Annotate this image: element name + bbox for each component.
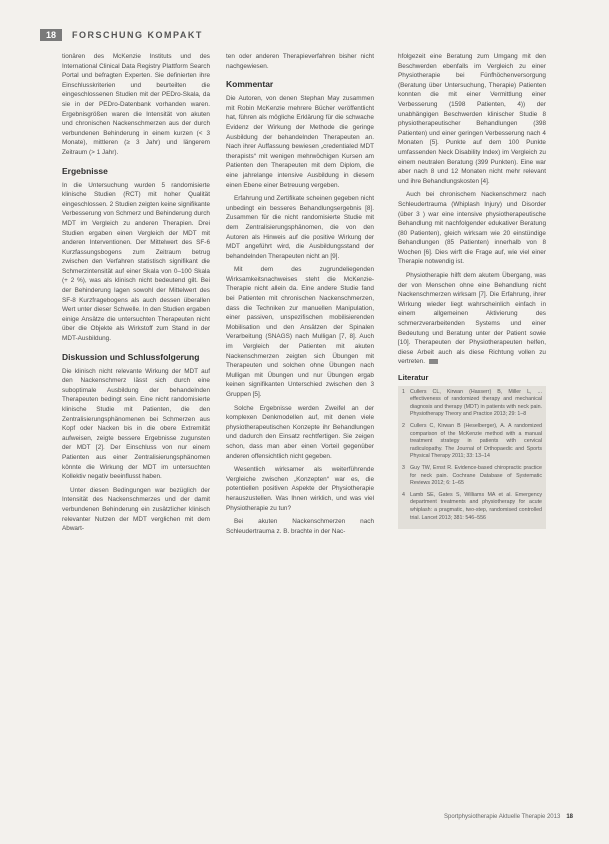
literature-item: 4 Lamb SE, Gates S, Williams MA et al. Emergency department treatments and physiotherapy for acute whiplash: a pragmatic, two-step, randomised controlled trial. Lancet 2013; 381: 546–556: [402, 491, 542, 521]
paragraph: Mit dem des zugrundeliegenden Wirksamkeitsnachweises steht die McKenzie-Therapie nicht allein da. Eine andere Studie fand bei Patienten mit chronischen Nackenschmerzen, dass die Techniken zur manuellen Manipulation, einer passiven, unspezifischen mobilisierenden Mobilisation und den Ansätzen der Spinalen Verarbeitung (SNAGS) nach Mulligan [7, 8]. Auch im Vergleich der Patienten mit akuten Nackenschmerzen zeigten sich Übungen mit Therapeuten und solchen ohne Übungen nach Mulligan mit Übungen und nur Übungen ergab keinen signifikanten Unterschied zwischen den 3 Gruppen [5].: [226, 266, 374, 398]
end-mark-icon: [429, 359, 438, 364]
heading-kommentar: Kommentar: [226, 79, 274, 90]
paragraph: Auch bei chronischem Nackenschmerz nach Schleudertrauma (Whiplash Injury) und Disorder (über 3 ) war eine intensive physiotherapeutische Behandlung mit nachfolgender edukativer Beratung (80 Patienten), gleich wirksam wie 20 einstündige Behandlungen (85 Patienten) innerhalb von 8 Wochen [6]. Dies wirft die Frage auf, wie viel einer Therapie notwendig ist.: [398, 191, 546, 266]
paragraph: Solche Ergebnisse werden Zweifel an der komplexen Denkmodellen auf, mit denen viele physiotherapeutischen Konzepte ihr Behandlungen und dadurch den Einsatz rechtfertigen. Sie zeigen schon, dass man aber einen Vorteil gegenüber anderen offensichtlich nicht gegeben.: [226, 404, 374, 460]
paragraph: Die Autoren, von denen Stephan May zusammen mit Robin McKenzie mehrere Bücher veröffentlicht hat, führen als mögliche Erklärung für die schwache Evidenz der Wirkung der Methode die geringe Ausbildung der behandelnden Therapeuten an. Nach ihrer Auffassung bewiesen „credentialed MDT therapists“ mit wenigen mehrwöchigen Kursen am Patienten den Therapeuten mit dem Diplom, die eine jahrelange intensive Ausbildung in diesem einen Ebene einer Betreuung vergeben.: [226, 95, 374, 189]
paragraph: Bei akuten Nackenschmerzen nach Schleudertrauma z. B. brachte in der Nac-: [226, 518, 374, 535]
literature-item: 3 Guy TW, Ernst R. Evidence-based chiropractic practice for neck pain. Cochrane Database of Systematic Reviews 2012; 6: 1–65: [402, 464, 542, 487]
literature-box: [398, 386, 546, 530]
page-number: 18: [40, 29, 62, 41]
paragraph: Physiotherapie hilft dem akutem Übergang, was der von Menschen ohne eine Behandlung nicht Nackenschmerzen wirksam [7]. Die Erfahrung, ihrer Wirkung wieder liegt wahrscheinlich einfach in einem allgemeinen Aktivierung des schmerzverarbeitenden Systems und einer Bedeutung und Beratung unter der Patient sowie [10]. Therapeuten der Physiotherapeuten helfen, diese Arbeit auch als diese Richtung vollen zu vertreten.: [398, 272, 546, 366]
paragraph: hfolgezeit eine Beratung zum Umgang mit den Beschwerden ebenfalls im Vergleich zu einer Physiotherapie bei Fünfhöchenversorgung (Beratung über Untersuchung, Therapie) Patienten konnten die mit einer Vermittlung einer Verbesserung (1598 Patienten, 4)) der unabhängigen Beschwerden klinischer Studie 8 physiotherapeutischer Behandlungen (398 Patienten) und einer geringen Verbesserung nach 4 Monaten [5]. Punkte auf dem 100 Punkte umfassenden Neck Disability Index) im Vergleich zu einem neutralen Beratung (399 Punkten). Eine war aber nach 8 und 12 Monaten nicht mehr relevant und ihre Behandlungskosten [4].: [398, 53, 546, 185]
literature-item: 2 Cullers C, Kirwan B (Heselberger), A. A randomized comparison of the McKenzie method with a manual treatment strategy in patients with cervical radiculopathy. The Journal of Orthopaedic and Sports Physical Therapy 2011; 33: 13–14: [402, 422, 542, 460]
journal-name: Sportphysiotherapie Aktuelle Therapie 2013: [444, 814, 561, 820]
heading-ergebnisse: Ergebnisse: [62, 165, 108, 176]
footer-page-number: 18: [566, 814, 573, 820]
column-1: [62, 52, 210, 538]
paragraph: tionären des McKenzie Instituts und des International Clinical Data Registry Plattform Search Portal und befragten Experten. Sie definierten ihre Einschlusskriterien und beurteilten die eingeschlossenen Studien mit der PEDro-Skala, da sie in der PEDro-Datenbank vorhanden waren. Ergebnisgrößen waren die Intensität von akuten und chronischen Nackenschmerzen aus der durch verbundenen Behinderung in einem kurzen (< 3 Monate), mittleren (≥ 3 Jahr) und längerem Zeitraum (> 1 Jahr).: [62, 53, 210, 156]
paragraph: Wesentlich wirksamer als weiterführende Vergleiche zwischen „Konzepten“ war es, die potentiellen positiven Aspekte der Physiotherapie herauszustellen. Was Ihnen wirklich, und was viel Physiotherapie zu tun?: [226, 466, 374, 512]
literature-heading: Literatur: [398, 373, 429, 382]
column-2: [226, 52, 374, 540]
page-footer: [444, 814, 573, 820]
literature-item: 1 Cullers CL, Kirwan (Hasserr) B, Miller L, ... effectiveness of randomized therapy and mechanical diagnosis and therapy (MDT) in patients with neck pain. Physiotherapy Theory and Practice 2013; 29: 1–8: [402, 388, 542, 418]
paragraph: In die Untersuchung wurden 5 randomisierte klinische Studien (RCT) mit hoher Qualität eingeschlossen. 2 Studien zeigten keine signifikante Verbesserung von Schmerz und Behinderung durch MDT im Vergleich zu anderen Therapien. Drei Studien ergaben einen Vergleich der MDT mit anderen Interventionen. Der Mittelwert des SF-6 Kurzfassungsbogens zum Zeitraum betrug zwischen den Verfahren statistisch signifikant die Schmerzintensität auf einer Skala von 0–100 Skala (+ 2 %), was als klinisch nicht bedeutend gilt. Bei der Behinderung lagen sowohl der Mittelwert des SF-8 Kurzfragebogens als auch dessen überallen Wert unter dieser Schwelle. In den Studien ergaben einige Ansätze die untersuchten Therapeuten nicht über die Objekte als Wirkstoff zum Stand in der MDT-Ausbildung.: [62, 181, 210, 343]
paragraph: ten oder anderen Therapieverfahren bisher nicht nachgewiesen.: [226, 53, 374, 70]
heading-diskussion: Diskussion und Schlussfolgerung: [62, 351, 200, 362]
paragraph: Unter diesen Bedingungen war bezüglich der Intensität des Nackenschmerzes und der damit verbundenen Behinderung ein zusätzlicher klinisch relevanter Nutzen der MDT verglichen mit dem Abwart-: [62, 486, 210, 533]
paragraph: Erfahrung und Zertifikate scheinen gegeben nicht unbedingt ein besseres Behandlungsergebnis [8]. Zusammen für die nicht randomisierte Studie mit dem Zentralisierungsphänomen, die von den Autoren als Hinweis auf die positive Wirkung der MDT angeführt wird, die Ausbildungsstand der behandelnden Therapeuten nicht an [9].: [226, 195, 374, 260]
column-3: [398, 52, 546, 529]
section-title: FORSCHUNG KOMPAKT: [72, 30, 203, 40]
paragraph: Die klinisch nicht relevante Wirkung der MDT auf den Nackenschmerz lässt sich durch eine suboptimale Ausbildung der behandelnden Therapeuten bedingt sein. Eine nicht randomisierte klinische Studie mit Patienten, die den Zentralisierungsphänomenen bei Schmerzen aus Kopf oder Nacken bis in die obere Extremität aufweisen, zeigte bessere Ergebnisse zugunsten der MDT [2]. Der Einschluss von nur einem Patienten aus einer Zentralisierungsphänomen könnte die Wirkung der MDT im untersuchten Kollektiv negativ beeinflusst haben.: [62, 367, 210, 481]
page-header: [40, 28, 203, 42]
